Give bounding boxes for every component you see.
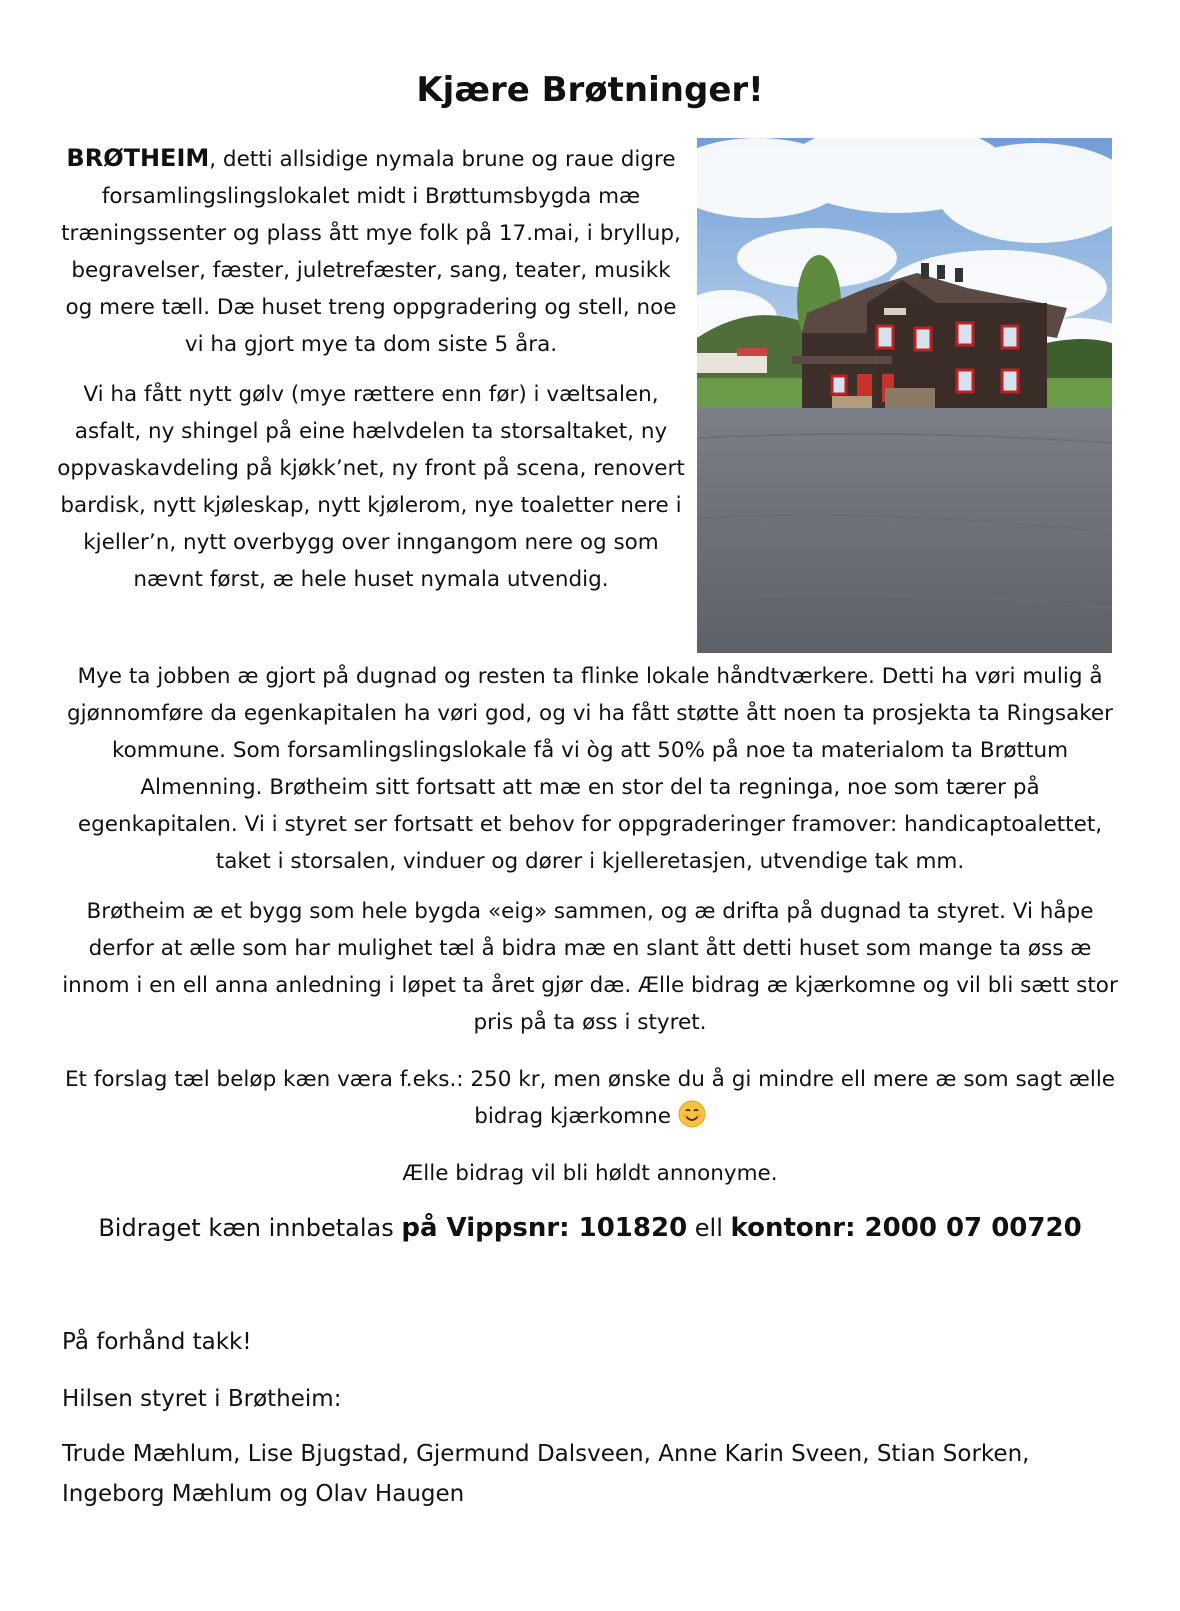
paragraph-suggestion [58,1061,1122,1135]
lead-word: BRØTHEIM [66,144,210,172]
board-members: Trude Mæhlum, Lise Bjugstad, Gjermund Dalsveen, Anne Karin Sveen, Stian Sorken, Ingeborg Mæhlum og Olav Haugen [62,1441,1030,1507]
payment-prefix: Bidraget kæn innbetalas [98,1214,402,1242]
closing-greeting: Hilsen styret i Brøtheim: [62,1386,342,1412]
payment-middle: ell [687,1214,731,1242]
intro-section [56,140,686,611]
paragraph-anonymous: Ælle bidrag vil bli høldt annonyme. [402,1161,778,1186]
intro-paragraph-1 [56,140,686,363]
building-photo [697,138,1112,653]
building-illustration [697,138,1112,653]
smiling-face-icon [678,1100,706,1128]
vipps-number: på Vippsnr: 101820 [401,1213,688,1243]
paragraph-appeal: Brøtheim æ et bygg som hele bygda «eig» sammen, og æ drifta på dugnad ta styret. Vi håpe derfor at ælle som har mulighet tæl å bidra mæ en slant ått detti huset som mange ta øss æ innom i en ell anna anledning i løpet ta året gjør dæ. Ælle bidrag æ kjærkomne og vil bli sætt stor pris på ta øss i styret. [62,899,1118,1035]
account-number: kontonr: 2000 07 00720 [730,1213,1082,1243]
closing-thanks: På forhånd takk! [62,1329,252,1355]
page-title: Kjære Brøtninger! [416,70,764,110]
intro-paragraph-2: Vi ha fått nytt gølv (mye rættere enn før) i væltsalen, asfalt, ny shingel på eine hælvdelen ta storsaltaket, ny oppvaskavdeling på kjøkk’net, ny front på scena, renovert bardisk, nytt kjøleskap, nytt kjølerom, nye toaletter nere i kjeller’n, nytt overbygg over inngangom nere og som nævnt først, æ hele huset nymala utvendig. [57,382,685,592]
intro-paragraph-1-text: , detti allsidige nymala brune og raue digre forsamlingslingslokalet midt i Brøttumsbygda mæ træningssenter og plass ått mye folk på 17.mai, i bryllup, begravelser, fæster, juletrefæster, sang, teater, musikk og mere tæll. Dæ huset treng oppgradering og stell, noe vi ha gjort mye ta dom siste 5 åra. [61,147,681,357]
payment-info [58,1210,1122,1247]
suggestion-text: Et forslag tæl beløp kæn væra f.eks.: 250 kr, men ønske du å gi mindre ell mere æ som sagt ælle bidrag kjærkomne [64,1067,1116,1129]
paragraph-funding: Mye ta jobben æ gjort på dugnad og resten ta flinke lokale håndtværkere. Detti ha vøri mulig å gjønnomføre da egenkapitalen ha vøri god, og vi ha fått støtte ått noen ta prosjekta ta Ringsaker kommune. Som forsamlingslingslokale få vi òg att 50% på noe ta materialom ta Brøttum Almenning. Brøtheim sitt fortsatt att mæ en stor del ta regninga, noe som tærer på egenkapitalen. Vi i styret ser fortsatt et behov for oppgraderinger framover: handicaptoalettet, taket i storsalen, vinduer og dører i kjelleretasjen, utvendige tak mm. [66,664,1113,874]
